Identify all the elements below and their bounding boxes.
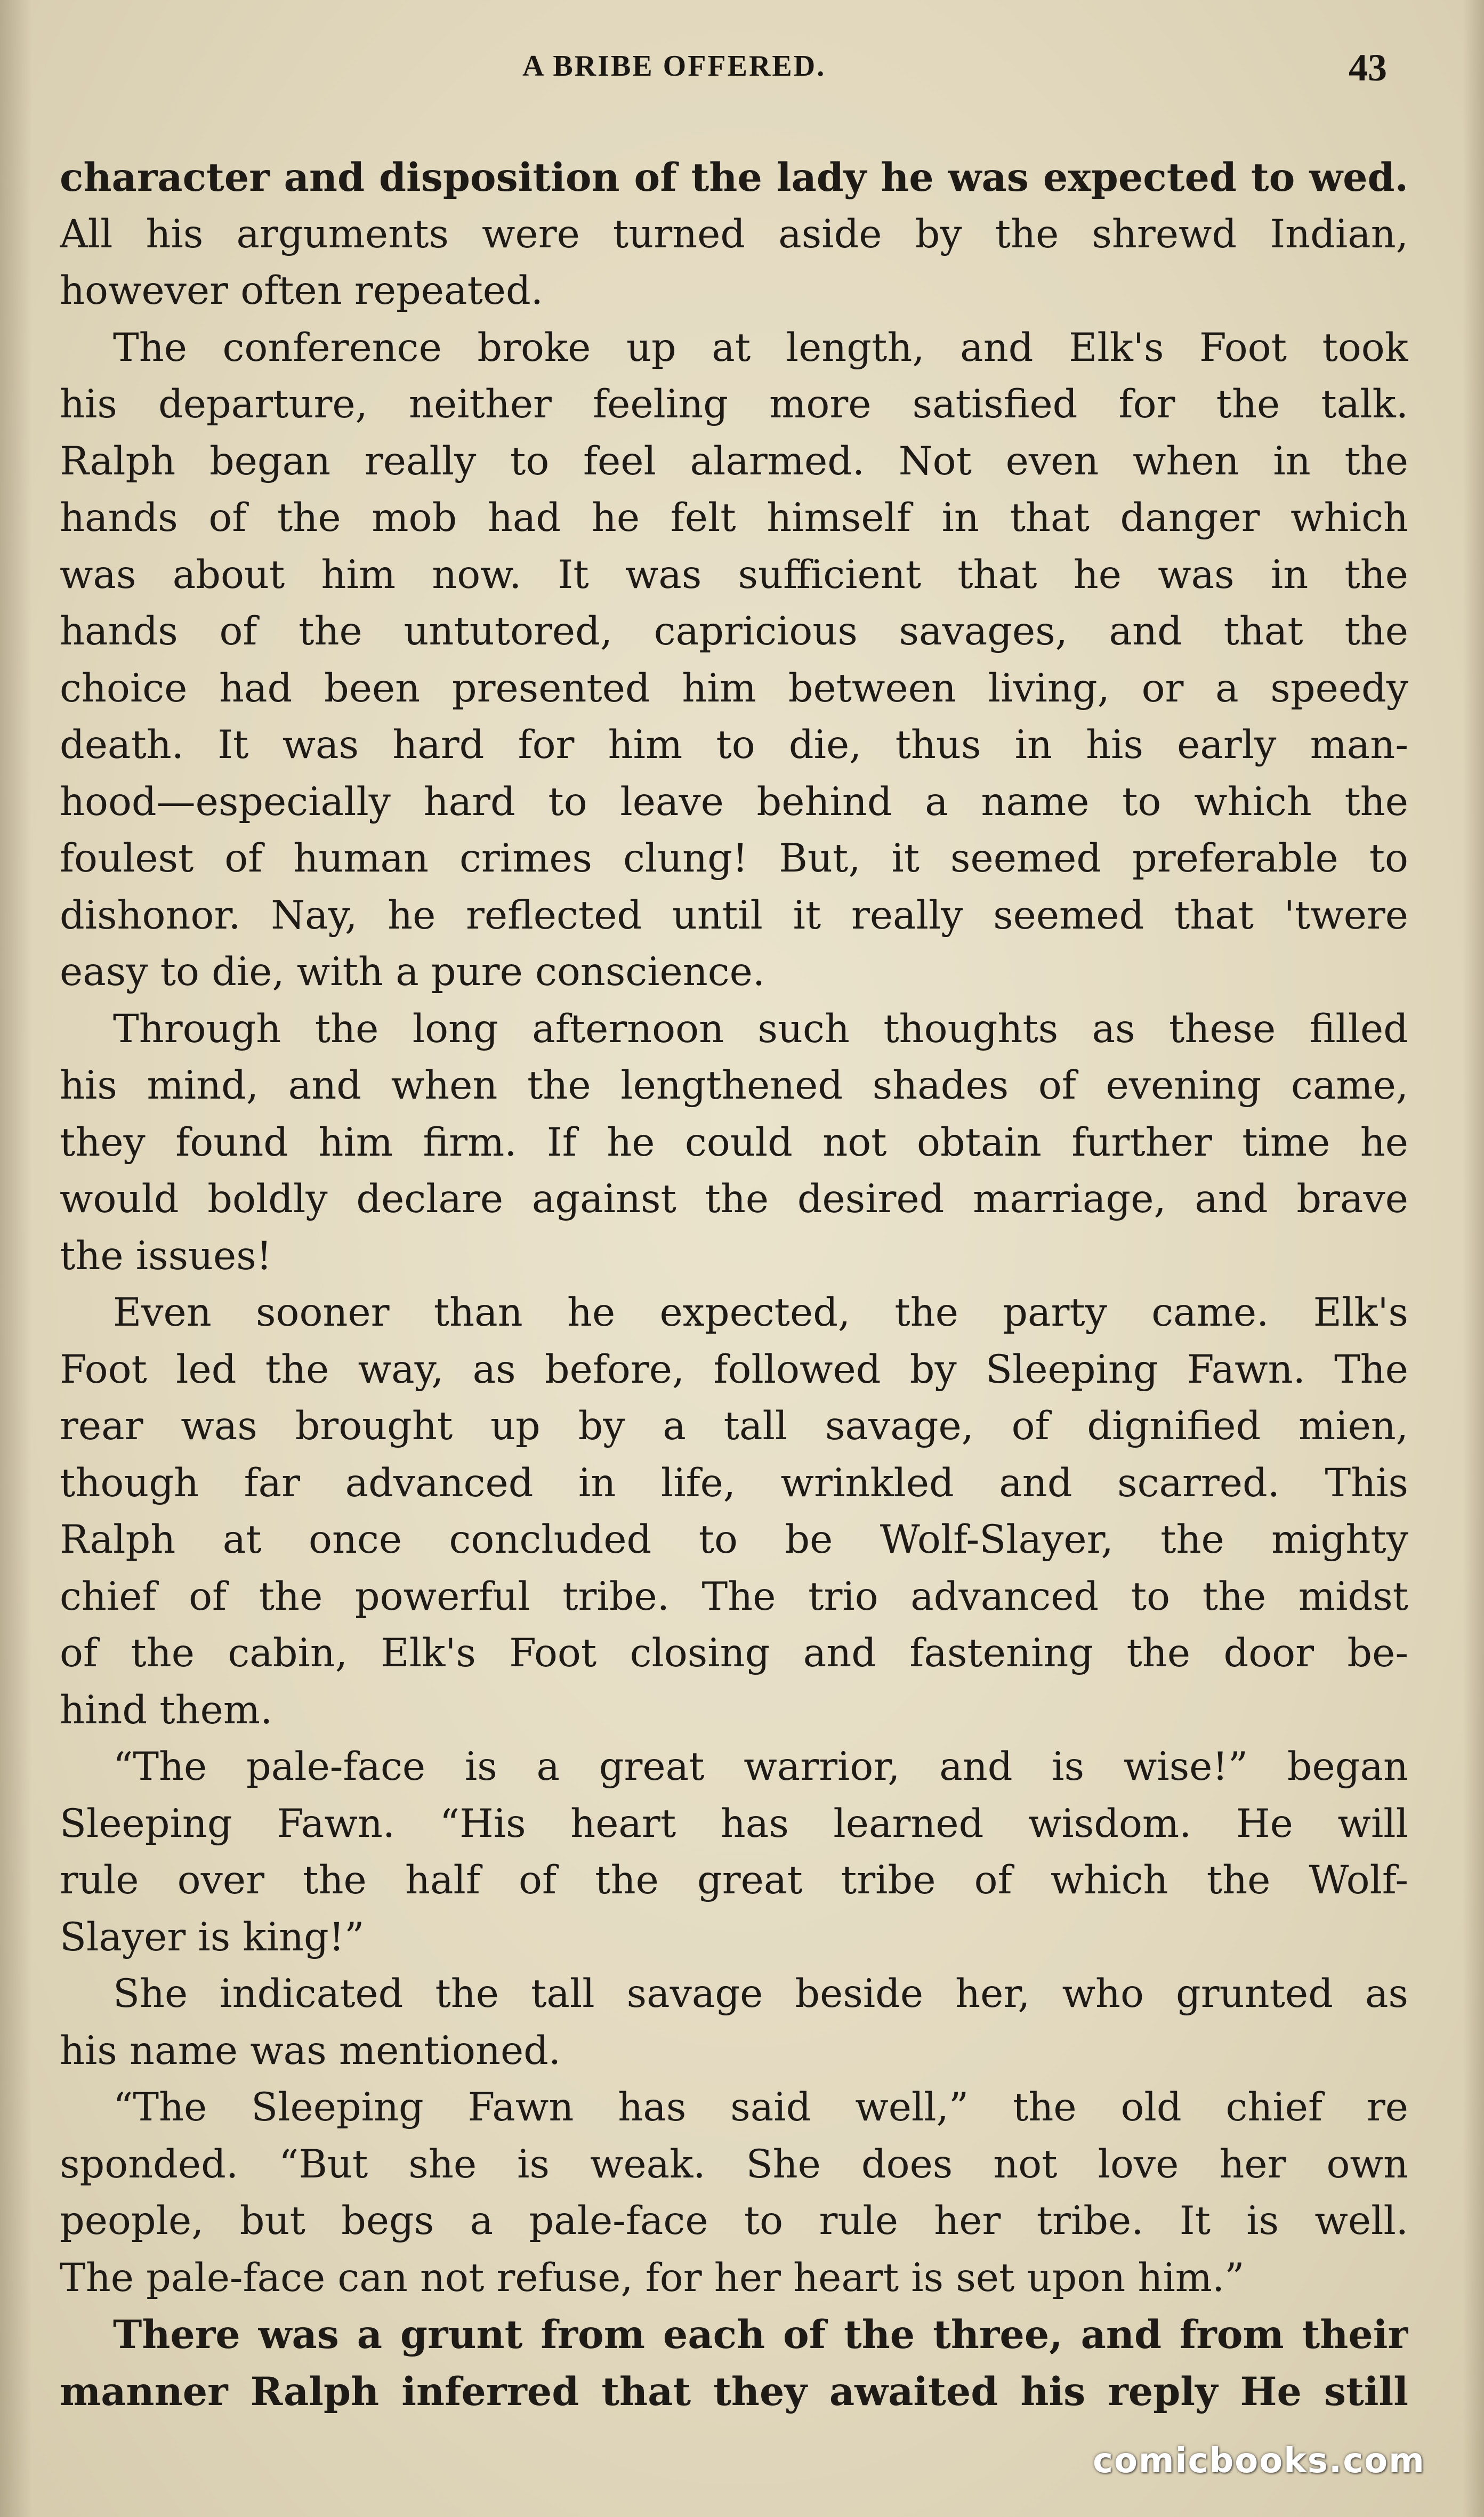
- text-line: death. It was hard for him to die, thus in his early man-: [60, 722, 1408, 768]
- text-line: manner Ralph inferred that they awaited his reply He still: [60, 2368, 1408, 2415]
- text-line: dishonor. Nay, he reflected until it really seemed that 'twere: [60, 892, 1408, 938]
- text-line: All his arguments were turned aside by the shrewd Indian,: [60, 211, 1408, 257]
- text-line: Ralph began really to feel alarmed. Not even when in the: [60, 438, 1408, 484]
- text-line: of the cabin, Elk's Foot closing and fastening the door be-: [60, 1631, 1408, 1676]
- text-line: his mind, and when the lengthened shades of evening came,: [60, 1063, 1408, 1108]
- text-line: they found him firm. If he could not obtain further time he: [60, 1119, 1408, 1165]
- text-line: Foot led the way, as before, followed by Sleeping Fawn. The: [60, 1346, 1408, 1392]
- text-line: “The Sleeping Fawn has said well,” the old chief re: [113, 2085, 1408, 2130]
- watermark-text: comicbooks.com: [1093, 2441, 1425, 2481]
- page-edge-shadow-left: [0, 0, 32, 2517]
- text-line: Sleeping Fawn. “His heart has learned wisdom. He will: [60, 1801, 1408, 1846]
- page-number: 43: [1349, 46, 1387, 89]
- text-line: his departure, neither feeling more satisfied for the talk.: [60, 382, 1408, 427]
- text-line: however often repeated.: [60, 268, 543, 313]
- text-line: Slayer is king!”: [60, 1914, 365, 1960]
- text-line: The pale-face can not refuse, for her heart is set upon him.”: [60, 2255, 1245, 2301]
- text-line: Ralph at once concluded to be Wolf-Slayer, the mighty: [60, 1517, 1408, 1562]
- text-line: choice had been presented him between living, or a speedy: [60, 665, 1408, 711]
- text-line: the issues!: [60, 1233, 272, 1279]
- text-line: sponded. “But she is weak. She does not love her own: [60, 2141, 1408, 2187]
- text-line: hands of the untutored, capricious savages, and that the: [60, 609, 1408, 654]
- running-header: [0, 46, 1484, 92]
- text-line: rule over the half of the great tribe of which the Wolf-: [60, 1858, 1408, 1903]
- text-line: would boldly declare against the desired marriage, and brave: [60, 1176, 1408, 1222]
- page-edge-shadow-right: [1463, 0, 1484, 2517]
- text-line: She indicated the tall savage beside her, who grunted as: [113, 1971, 1408, 2016]
- text-line: though far advanced in life, wrinkled and scarred. This: [60, 1460, 1408, 1506]
- text-line: “The pale-face is a great warrior, and is wise!” began: [113, 1744, 1408, 1789]
- text-line: foulest of human crimes clung! But, it seemed preferable to: [60, 836, 1408, 881]
- text-line: hood—especially hard to leave behind a name to which the: [60, 779, 1408, 825]
- text-line: There was a grunt from each of the three, and from their: [113, 2312, 1408, 2358]
- text-line: Even sooner than he expected, the party came. Elk's: [113, 1290, 1408, 1335]
- body-text: [60, 149, 1408, 2420]
- text-line: people, but begs a pale-face to rule her tribe. It is well.: [60, 2198, 1408, 2244]
- chapter-heading: A BRIBE OFFERED.: [522, 50, 826, 83]
- text-line: his name was mentioned.: [60, 2028, 561, 2074]
- text-line: was about him now. It was sufficient that he was in the: [60, 552, 1408, 598]
- text-line: Through the long afternoon such thoughts as these filled: [113, 1006, 1408, 1052]
- text-line: character and disposition of the lady he was expected to wed.: [60, 155, 1408, 200]
- text-line: The conference broke up at length, and Elk's Foot took: [113, 325, 1408, 370]
- text-line: hands of the mob had he felt himself in that danger which: [60, 495, 1408, 540]
- text-line: hind them.: [60, 1687, 273, 1733]
- text-line: easy to die, with a pure conscience.: [60, 949, 765, 995]
- text-line: chief of the powerful tribe. The trio advanced to the midst: [60, 1574, 1408, 1619]
- text-line: rear was brought up by a tall savage, of dignified mien,: [60, 1403, 1408, 1449]
